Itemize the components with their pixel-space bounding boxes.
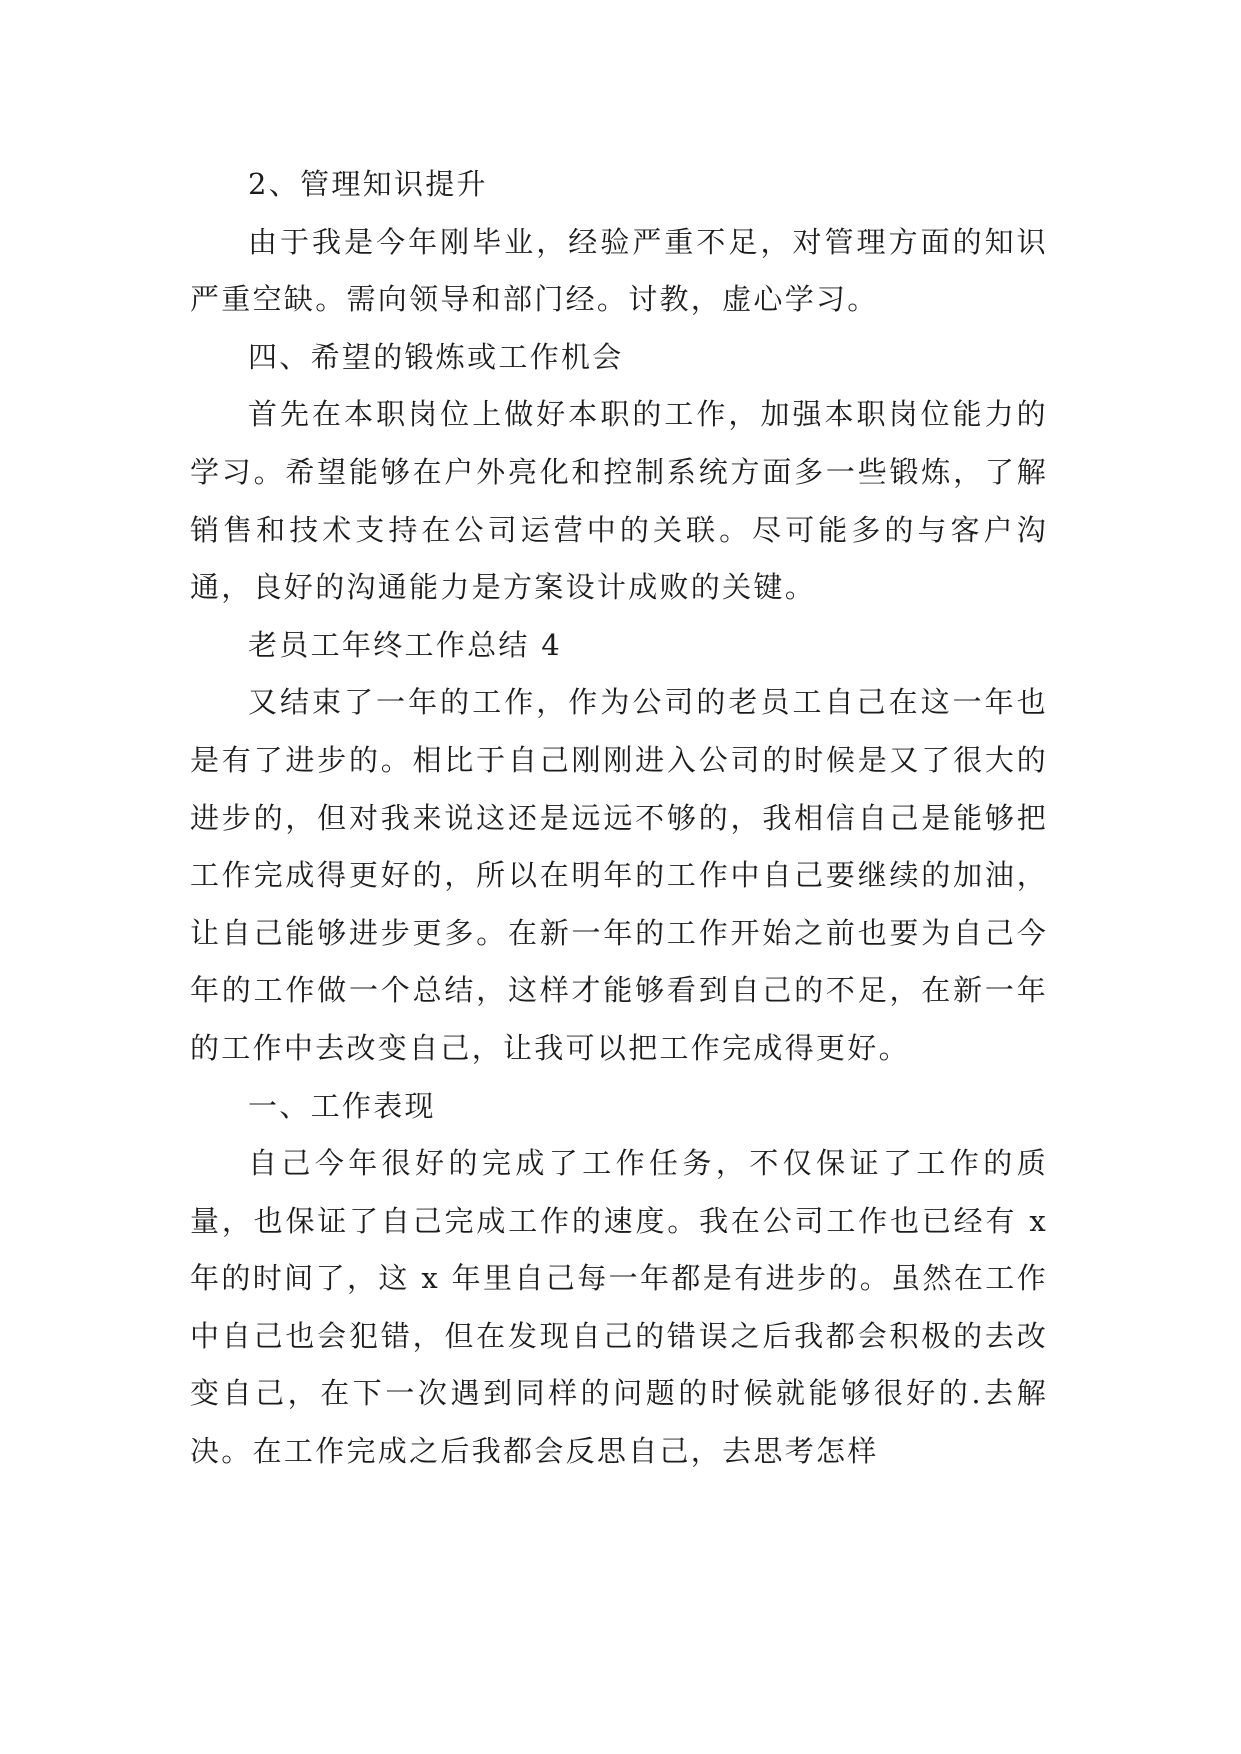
document-subtitle: 老员工年终工作总结 4	[248, 627, 562, 662]
document-body	[190, 156, 1048, 1481]
paragraph-intro: 又结束了一年的工作，作为公司的老员工自己在这一年也是有了进步的。相比于自己刚刚进入公司的时候是又了很大的进步的，但对我来说这还是远远不够的，我相信自己是能够把工作完成得更好的，所以在明年的工作中自己要继续的加油，让自己能够进步更多。在新一年的工作开始之前也要为自己今年的工作做一个总结，这样才能够看到自己的不足，在新一年的工作中去改变自己，让我可以把工作完成得更好。	[190, 685, 1048, 1065]
paragraph-management-gap: 由于我是今年刚毕业，经验严重不足，对管理方面的知识严重空缺。需向领导和部门经。讨教，虚心学习。	[190, 224, 1048, 317]
section-heading-work-performance: 一、工作表现	[248, 1088, 436, 1123]
paragraph-opportunities: 首先在本职岗位上做好本职的工作，加强本职岗位能力的学习。希望能够在户外亮化和控制系统方面多一些锻炼，了解销售和技术支持在公司运营中的关联。尽可能多的与客户沟通，良好的沟通能力是方案设计成败的关键。	[190, 397, 1048, 605]
section-heading-management-knowledge: 2、管理知识提升	[248, 167, 488, 201]
section-heading-desired-opportunities: 四、希望的锻炼或工作机会	[248, 339, 624, 374]
paragraph-work-performance: 自己今年很好的完成了工作任务，不仅保证了工作的质量，也保证了自己完成工作的速度。我在公司工作也已经有 x 年的时间了，这 x 年里自己每一年都是有进步的。虽然在工作中自己也会犯错，但在发现自己的错误之后我都会积极的去改变自己，在下一次遇到同样的问题的时候就能够很好的.去解决。在工作完成之后我都会反思自己，去思考怎样	[190, 1146, 1048, 1469]
